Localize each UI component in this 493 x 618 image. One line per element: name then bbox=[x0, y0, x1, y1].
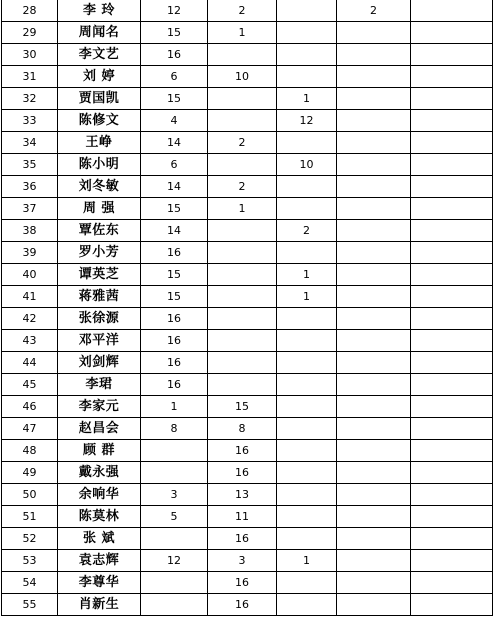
table-row bbox=[2, 286, 493, 308]
value-cell-col4 bbox=[337, 528, 411, 550]
value-cell-col1: 16 bbox=[141, 330, 208, 352]
name-cell: 刘 婷 bbox=[58, 66, 141, 88]
value-cell-col3 bbox=[277, 330, 337, 352]
value-cell-col1 bbox=[141, 462, 208, 484]
value-cell-col4 bbox=[337, 484, 411, 506]
name-cell: 赵昌会 bbox=[58, 418, 141, 440]
value-cell-col3 bbox=[277, 198, 337, 220]
row-number-cell: 34 bbox=[2, 132, 58, 154]
table-row bbox=[2, 594, 493, 616]
value-cell-col5 bbox=[411, 572, 493, 594]
table-row bbox=[2, 330, 493, 352]
value-cell-col3: 2 bbox=[277, 220, 337, 242]
row-number-cell: 33 bbox=[2, 110, 58, 132]
table-row bbox=[2, 374, 493, 396]
value-cell-col5 bbox=[411, 110, 493, 132]
value-cell-col4 bbox=[337, 220, 411, 242]
value-cell-col4 bbox=[337, 154, 411, 176]
name-cell: 李 玲 bbox=[58, 0, 141, 22]
value-cell-col5 bbox=[411, 286, 493, 308]
name-cell: 袁志辉 bbox=[58, 550, 141, 572]
value-cell-col5 bbox=[411, 506, 493, 528]
value-cell-col1: 14 bbox=[141, 176, 208, 198]
value-cell-col1: 12 bbox=[141, 550, 208, 572]
value-cell-col5 bbox=[411, 550, 493, 572]
value-cell-col4: 2 bbox=[337, 0, 411, 22]
row-number-cell: 40 bbox=[2, 264, 58, 286]
value-cell-col4 bbox=[337, 440, 411, 462]
row-number-cell: 38 bbox=[2, 220, 58, 242]
row-number-cell: 42 bbox=[2, 308, 58, 330]
row-number-cell: 36 bbox=[2, 176, 58, 198]
value-cell-col5 bbox=[411, 484, 493, 506]
value-cell-col2: 2 bbox=[208, 132, 277, 154]
value-cell-col4 bbox=[337, 594, 411, 616]
value-cell-col3 bbox=[277, 176, 337, 198]
value-cell-col2: 11 bbox=[208, 506, 277, 528]
name-cell: 覃佐东 bbox=[58, 220, 141, 242]
value-cell-col4 bbox=[337, 330, 411, 352]
name-cell: 张 斌 bbox=[58, 528, 141, 550]
table-row bbox=[2, 0, 493, 22]
value-cell-col2: 8 bbox=[208, 418, 277, 440]
name-cell: 周 强 bbox=[58, 198, 141, 220]
value-cell-col4 bbox=[337, 176, 411, 198]
value-cell-col3 bbox=[277, 594, 337, 616]
value-cell-col1: 16 bbox=[141, 242, 208, 264]
value-cell-col4 bbox=[337, 352, 411, 374]
value-cell-col3: 1 bbox=[277, 88, 337, 110]
value-cell-col4 bbox=[337, 418, 411, 440]
value-cell-col2: 15 bbox=[208, 396, 277, 418]
value-cell-col5 bbox=[411, 220, 493, 242]
value-cell-col2: 16 bbox=[208, 528, 277, 550]
row-number-cell: 28 bbox=[2, 0, 58, 22]
value-cell-col2 bbox=[208, 286, 277, 308]
value-cell-col2 bbox=[208, 154, 277, 176]
row-number-cell: 29 bbox=[2, 22, 58, 44]
name-cell: 陈莫林 bbox=[58, 506, 141, 528]
value-cell-col2: 16 bbox=[208, 594, 277, 616]
value-cell-col4 bbox=[337, 88, 411, 110]
value-cell-col3: 12 bbox=[277, 110, 337, 132]
value-cell-col3 bbox=[277, 66, 337, 88]
table-row bbox=[2, 528, 493, 550]
row-number-cell: 50 bbox=[2, 484, 58, 506]
value-cell-col3 bbox=[277, 242, 337, 264]
value-cell-col1: 6 bbox=[141, 66, 208, 88]
table-row bbox=[2, 550, 493, 572]
row-number-cell: 31 bbox=[2, 66, 58, 88]
name-cell: 谭英芝 bbox=[58, 264, 141, 286]
value-cell-col1 bbox=[141, 528, 208, 550]
value-cell-col3: 10 bbox=[277, 154, 337, 176]
value-cell-col1 bbox=[141, 572, 208, 594]
value-cell-col2 bbox=[208, 352, 277, 374]
table-row bbox=[2, 110, 493, 132]
value-cell-col5 bbox=[411, 242, 493, 264]
row-number-cell: 41 bbox=[2, 286, 58, 308]
value-cell-col2: 1 bbox=[208, 198, 277, 220]
table-row bbox=[2, 506, 493, 528]
name-cell: 李文艺 bbox=[58, 44, 141, 66]
value-cell-col1: 15 bbox=[141, 286, 208, 308]
value-cell-col4 bbox=[337, 286, 411, 308]
value-cell-col3 bbox=[277, 22, 337, 44]
value-cell-col4 bbox=[337, 66, 411, 88]
value-cell-col2 bbox=[208, 88, 277, 110]
value-cell-col2 bbox=[208, 374, 277, 396]
value-cell-col2: 16 bbox=[208, 462, 277, 484]
value-cell-col4 bbox=[337, 308, 411, 330]
value-cell-col2 bbox=[208, 110, 277, 132]
table-body bbox=[2, 0, 493, 616]
value-cell-col5 bbox=[411, 66, 493, 88]
value-cell-col1: 4 bbox=[141, 110, 208, 132]
table-row bbox=[2, 440, 493, 462]
value-cell-col3: 1 bbox=[277, 550, 337, 572]
name-cell: 陈小明 bbox=[58, 154, 141, 176]
name-cell: 李珺 bbox=[58, 374, 141, 396]
table-row bbox=[2, 308, 493, 330]
name-cell: 周闻名 bbox=[58, 22, 141, 44]
value-cell-col2 bbox=[208, 44, 277, 66]
value-cell-col5 bbox=[411, 528, 493, 550]
value-cell-col2: 16 bbox=[208, 440, 277, 462]
value-cell-col5 bbox=[411, 440, 493, 462]
value-cell-col1: 15 bbox=[141, 22, 208, 44]
name-cell: 罗小芳 bbox=[58, 242, 141, 264]
value-cell-col4 bbox=[337, 110, 411, 132]
name-cell: 李家元 bbox=[58, 396, 141, 418]
name-cell: 李尊华 bbox=[58, 572, 141, 594]
name-cell: 陈修文 bbox=[58, 110, 141, 132]
value-cell-col3 bbox=[277, 352, 337, 374]
value-cell-col2: 3 bbox=[208, 550, 277, 572]
table-row bbox=[2, 352, 493, 374]
row-number-cell: 37 bbox=[2, 198, 58, 220]
table-row bbox=[2, 88, 493, 110]
value-cell-col1: 8 bbox=[141, 418, 208, 440]
table-row bbox=[2, 220, 493, 242]
value-cell-col1: 14 bbox=[141, 132, 208, 154]
value-cell-col3 bbox=[277, 374, 337, 396]
value-cell-col3 bbox=[277, 132, 337, 154]
value-cell-col5 bbox=[411, 22, 493, 44]
value-cell-col2 bbox=[208, 242, 277, 264]
value-cell-col1: 12 bbox=[141, 0, 208, 22]
value-cell-col2: 16 bbox=[208, 572, 277, 594]
value-cell-col1: 3 bbox=[141, 484, 208, 506]
row-number-cell: 47 bbox=[2, 418, 58, 440]
value-cell-col4 bbox=[337, 22, 411, 44]
value-cell-col2 bbox=[208, 220, 277, 242]
attendance-table bbox=[1, 0, 493, 616]
row-number-cell: 48 bbox=[2, 440, 58, 462]
value-cell-col5 bbox=[411, 44, 493, 66]
table-row bbox=[2, 154, 493, 176]
table-row bbox=[2, 572, 493, 594]
value-cell-col3 bbox=[277, 572, 337, 594]
name-cell: 刘冬敏 bbox=[58, 176, 141, 198]
value-cell-col5 bbox=[411, 418, 493, 440]
value-cell-col1: 1 bbox=[141, 396, 208, 418]
value-cell-col4 bbox=[337, 264, 411, 286]
row-number-cell: 30 bbox=[2, 44, 58, 66]
value-cell-col2: 10 bbox=[208, 66, 277, 88]
value-cell-col1: 16 bbox=[141, 352, 208, 374]
value-cell-col1 bbox=[141, 440, 208, 462]
value-cell-col5 bbox=[411, 352, 493, 374]
value-cell-col5 bbox=[411, 0, 493, 22]
value-cell-col1: 14 bbox=[141, 220, 208, 242]
value-cell-col3: 1 bbox=[277, 286, 337, 308]
table-row bbox=[2, 396, 493, 418]
value-cell-col4 bbox=[337, 506, 411, 528]
value-cell-col1: 16 bbox=[141, 308, 208, 330]
row-number-cell: 46 bbox=[2, 396, 58, 418]
value-cell-col4 bbox=[337, 242, 411, 264]
table-row bbox=[2, 484, 493, 506]
value-cell-col5 bbox=[411, 462, 493, 484]
value-cell-col5 bbox=[411, 264, 493, 286]
value-cell-col3: 1 bbox=[277, 264, 337, 286]
table-row bbox=[2, 418, 493, 440]
row-number-cell: 39 bbox=[2, 242, 58, 264]
row-number-cell: 51 bbox=[2, 506, 58, 528]
table-row bbox=[2, 242, 493, 264]
table-row bbox=[2, 44, 493, 66]
value-cell-col5 bbox=[411, 132, 493, 154]
value-cell-col1: 5 bbox=[141, 506, 208, 528]
value-cell-col2: 1 bbox=[208, 22, 277, 44]
value-cell-col5 bbox=[411, 396, 493, 418]
name-cell: 余响华 bbox=[58, 484, 141, 506]
value-cell-col1: 15 bbox=[141, 88, 208, 110]
value-cell-col3 bbox=[277, 418, 337, 440]
value-cell-col2: 2 bbox=[208, 0, 277, 22]
name-cell: 肖新生 bbox=[58, 594, 141, 616]
table-row bbox=[2, 462, 493, 484]
value-cell-col4 bbox=[337, 374, 411, 396]
value-cell-col3 bbox=[277, 308, 337, 330]
row-number-cell: 43 bbox=[2, 330, 58, 352]
table-row bbox=[2, 198, 493, 220]
value-cell-col1: 6 bbox=[141, 154, 208, 176]
row-number-cell: 45 bbox=[2, 374, 58, 396]
value-cell-col3 bbox=[277, 462, 337, 484]
name-cell: 顾 群 bbox=[58, 440, 141, 462]
row-number-cell: 54 bbox=[2, 572, 58, 594]
table-row bbox=[2, 132, 493, 154]
value-cell-col4 bbox=[337, 198, 411, 220]
value-cell-col3 bbox=[277, 528, 337, 550]
value-cell-col1: 15 bbox=[141, 264, 208, 286]
value-cell-col4 bbox=[337, 44, 411, 66]
value-cell-col5 bbox=[411, 154, 493, 176]
table-row bbox=[2, 66, 493, 88]
value-cell-col5 bbox=[411, 176, 493, 198]
value-cell-col1 bbox=[141, 594, 208, 616]
row-number-cell: 53 bbox=[2, 550, 58, 572]
value-cell-col3 bbox=[277, 396, 337, 418]
table-row bbox=[2, 22, 493, 44]
name-cell: 王峥 bbox=[58, 132, 141, 154]
value-cell-col5 bbox=[411, 330, 493, 352]
value-cell-col2 bbox=[208, 308, 277, 330]
name-cell: 贾国凯 bbox=[58, 88, 141, 110]
name-cell: 戴永强 bbox=[58, 462, 141, 484]
value-cell-col2 bbox=[208, 264, 277, 286]
value-cell-col1: 15 bbox=[141, 198, 208, 220]
value-cell-col1: 16 bbox=[141, 374, 208, 396]
value-cell-col1: 16 bbox=[141, 44, 208, 66]
value-cell-col4 bbox=[337, 550, 411, 572]
value-cell-col3 bbox=[277, 440, 337, 462]
value-cell-col5 bbox=[411, 594, 493, 616]
value-cell-col4 bbox=[337, 462, 411, 484]
value-cell-col3 bbox=[277, 484, 337, 506]
value-cell-col5 bbox=[411, 198, 493, 220]
name-cell: 蒋雅茜 bbox=[58, 286, 141, 308]
value-cell-col4 bbox=[337, 396, 411, 418]
value-cell-col3 bbox=[277, 506, 337, 528]
row-number-cell: 35 bbox=[2, 154, 58, 176]
value-cell-col3 bbox=[277, 44, 337, 66]
row-number-cell: 44 bbox=[2, 352, 58, 374]
value-cell-col4 bbox=[337, 572, 411, 594]
value-cell-col2 bbox=[208, 330, 277, 352]
value-cell-col4 bbox=[337, 132, 411, 154]
value-cell-col2: 13 bbox=[208, 484, 277, 506]
value-cell-col5 bbox=[411, 374, 493, 396]
table-row bbox=[2, 176, 493, 198]
value-cell-col5 bbox=[411, 308, 493, 330]
row-number-cell: 52 bbox=[2, 528, 58, 550]
table-row bbox=[2, 264, 493, 286]
name-cell: 刘剑辉 bbox=[58, 352, 141, 374]
name-cell: 邓平洋 bbox=[58, 330, 141, 352]
value-cell-col2: 2 bbox=[208, 176, 277, 198]
row-number-cell: 55 bbox=[2, 594, 58, 616]
value-cell-col3 bbox=[277, 0, 337, 22]
row-number-cell: 32 bbox=[2, 88, 58, 110]
name-cell: 张徐源 bbox=[58, 308, 141, 330]
value-cell-col5 bbox=[411, 88, 493, 110]
row-number-cell: 49 bbox=[2, 462, 58, 484]
